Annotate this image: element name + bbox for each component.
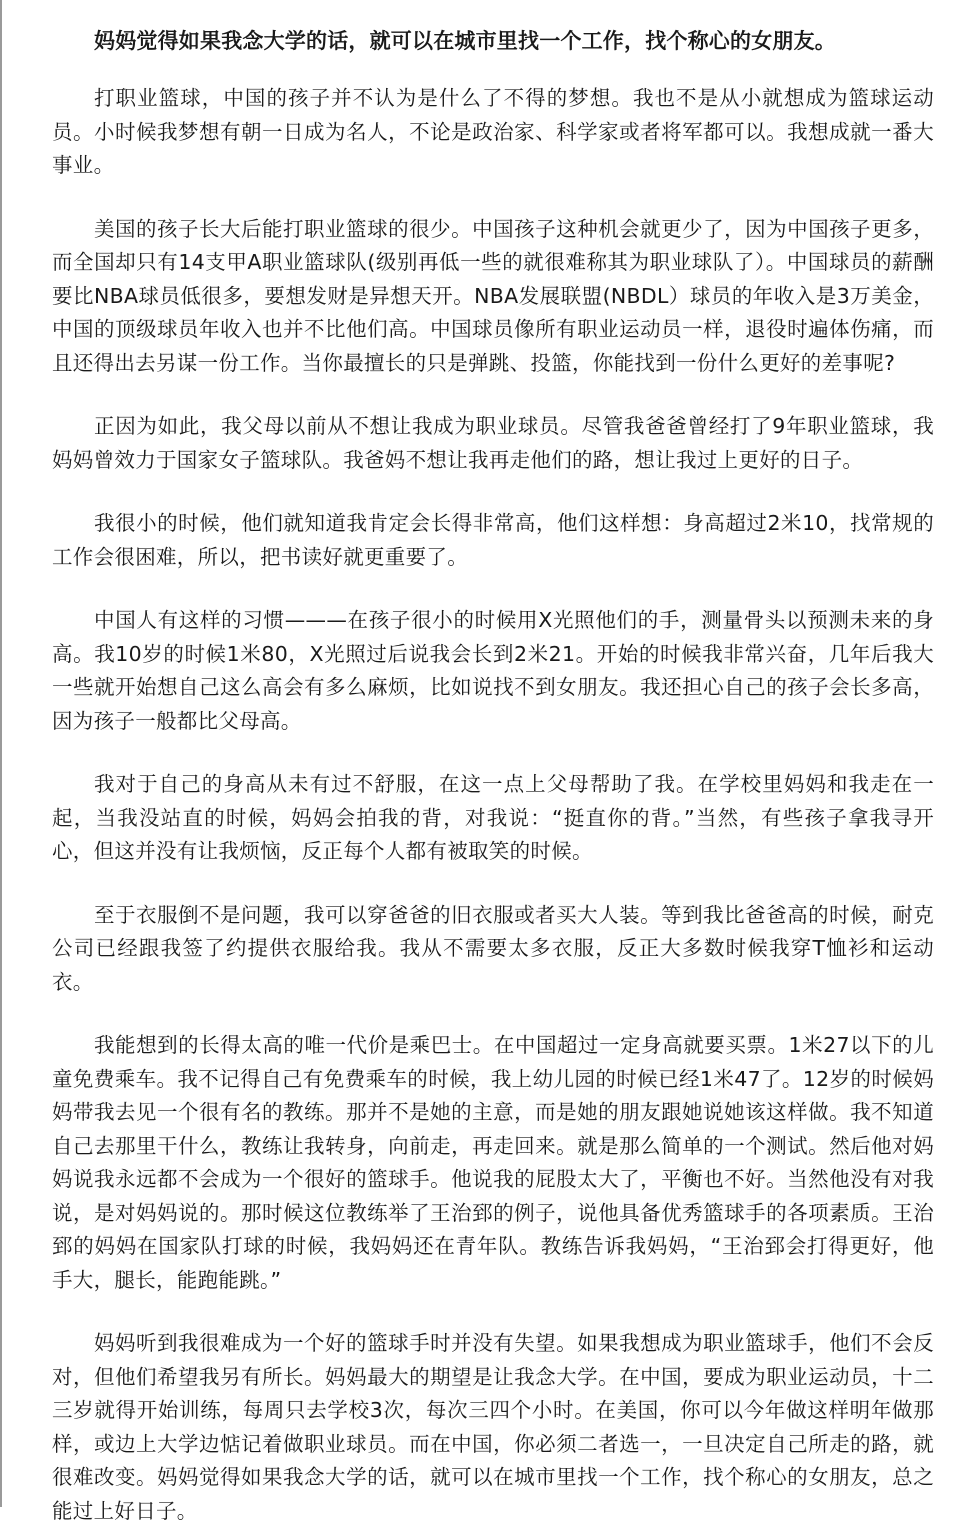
pull-quote-heading: 妈妈觉得如果我念大学的话，就可以在城市里找一个工作，找个称心的女朋友。	[94, 29, 836, 53]
paragraph-3: 正因为如此，我父母以前从不想让我成为职业球员。尽管我爸爸曾经打了9年职业篮球，我妈妈曾效力于国家女子篮球队。我爸妈不想让我再走他们的路，想让我过上更好的日子。	[52, 414, 934, 472]
paragraph-7: 至于衣服倒不是问题，我可以穿爸爸的旧衣服或者买大人装。等到我比爸爸高的时候，耐克公司已经跟我签了约提供衣服给我。我从不需要太多衣服，反正大多数时候我穿T恤衫和运动衣。	[52, 902, 934, 994]
paragraph-1: 打职业篮球，中国的孩子并不认为是什么了不得的梦想。我也不是从小就想成为篮球运动员。小时候我梦想有朝一日成为名人，不论是政治家、科学家或者将军都可以。我想成就一番大事业。	[52, 86, 934, 177]
paragraph-9: 妈妈听到我很难成为一个好的篮球手时并没有失望。如果我想成为职业篮球手，他们不会反对，但他们希望我另有所长。妈妈最大的期望是让我念大学。在中国，要成为职业运动员，十二三岁就得开始训练，每周只去学校3次，每次三四个小时。在美国，你可以今年做这样明年做那样，或边上大学边惦记着做职业球员。而在中国，你必须二者选一，一旦决定自己所走的路，就很难改变。妈妈觉得如果我念大学的话，就可以在城市里找一个工作，找个称心的女朋友，总之能过上好日子。	[52, 1331, 934, 1523]
paragraph-6: 我对于自己的身高从未有过不舒服，在这一点上父母帮助了我。在学校里妈妈和我走在一起，当我没站直的时候，妈妈会拍我的背，对我说：“挺直你的背。”当然，有些孩子拿我寻开心，但这并没有让我烦恼，反正每个人都有被取笑的时候。	[52, 772, 934, 863]
paragraph-5: 中国人有这样的习惯———在孩子很小的时候用X光照他们的手，测量骨头以预测未来的身高。我10岁的时候1米80，X光照过后说我会长到2米21。开始的时候我非常兴奋，几年后我大一些就开始想自己这么高会有多么麻烦，比如说找不到女朋友。我还担心自己的孩子会长多高，因为孩子一般都比父母高。	[52, 608, 934, 733]
paragraph-2: 美国的孩子长大后能打职业篮球的很少。中国孩子这种机会就更少了，因为中国孩子更多，而全国却只有14支甲A职业篮球队(级别再低一些的就很难称其为职业球队了）。中国球员的薪酬要比NBA球员低很多，要想发财是异想天开。NBA发展联盟(NBDL）球员的年收入是3万美金，中国的顶级球员年收入也并不比他们高。中国球员像所有职业运动员一样，退役时遍体伤痛，而且还得出去另谋一份工作。当你最擅长的只是弹跳、投篮，你能找到一份什么更好的差事呢?	[52, 216, 934, 375]
paragraph-4: 我很小的时候，他们就知道我肯定会长得非常高，他们这样想：身高超过2米10，找常规的工作会很困难，所以，把书读好就更重要了。	[52, 511, 934, 569]
paragraph-8: 我能想到的长得太高的唯一代价是乘巴士。在中国超过一定身高就要买票。1米27以下的儿童免费乘车。我不记得自己有免费乘车的时候，我上幼儿园的时候已经1米47了。12岁的时候妈妈带我去见一个很有名的教练。那并不是她的主意，而是她的朋友跟她说她该这样做。我不知道自己去那里干什么，教练让我转身，向前走，再走回来。就是那么简单的一个测试。然后他对妈妈说我永远都不会成为一个很好的篮球手。他说我的屁股太大了，平衡也不好。当然他没有对我说，是对妈妈说的。那时候这位教练举了王治郅的例子，说他具备优秀篮球手的各项素质。王治郅的妈妈在国家队打球的时候，我妈妈还在青年队。教练告诉我妈妈，“王治郅会打得更好，他手大，腿长，能跑能跳。”	[52, 1033, 934, 1292]
